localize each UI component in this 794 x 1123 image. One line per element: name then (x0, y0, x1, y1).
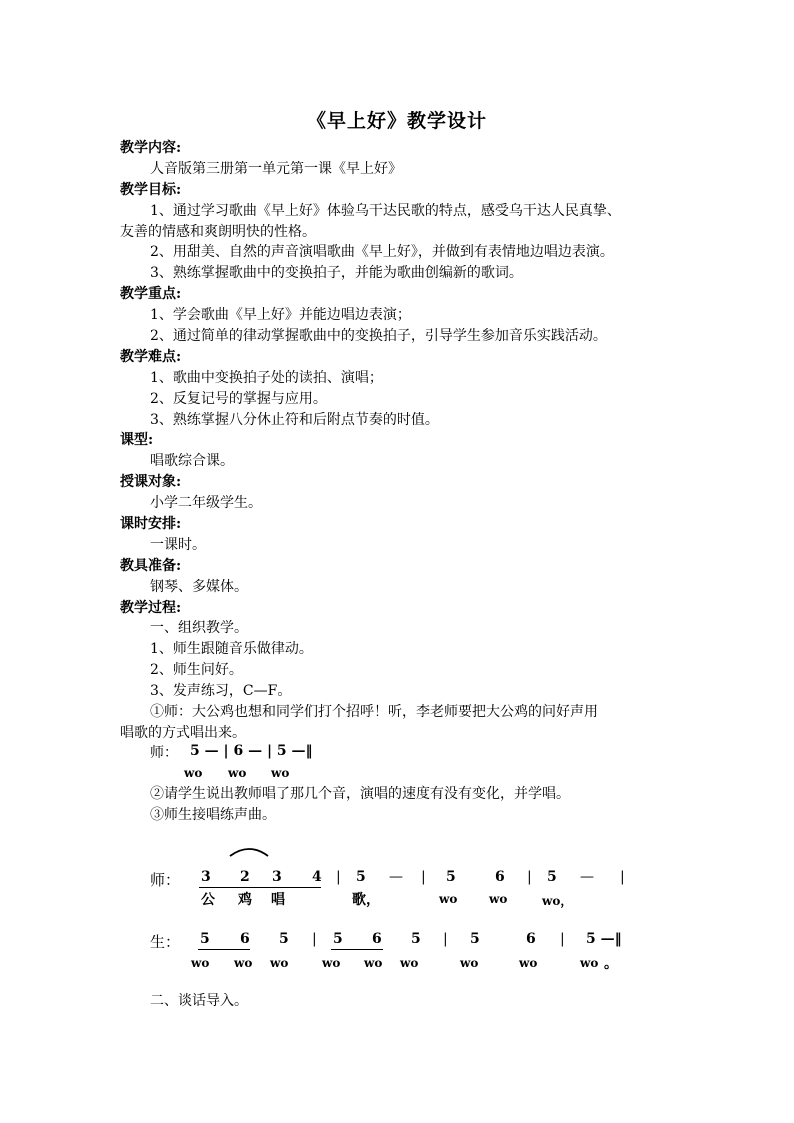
process-5-line-2: 唱歌的方式唱出来。 (120, 724, 246, 741)
content-text: 人音版第三册第一单元第一课《早上好》 (150, 160, 402, 177)
t2-note-8: 5 (547, 869, 557, 885)
process-4: 3、发声练习，C—F。 (150, 683, 292, 700)
difficulty-3: 3、熟练掌握八分休止符和后附点节奏的时值。 (150, 411, 439, 428)
t2-dash-1: — (389, 869, 403, 885)
goal-1-line-1: 1、通过学习歌曲《早上好》体验乌干达民歌的特点，感受乌干达人民真挚、 (150, 202, 621, 219)
section-heading-process: 教学过程: (120, 599, 182, 616)
t2-note-1: 3 (201, 869, 211, 885)
s-bar-2: | (443, 931, 448, 947)
process-8: 二、谈话导入。 (150, 993, 248, 1009)
t2-note-3: 3 (272, 869, 282, 885)
teacher-label-1: 师： (150, 745, 178, 761)
process-3: 2、师生问好。 (150, 662, 243, 679)
document-body (120, 138, 690, 744)
teacher-lyric-1b: wo (228, 766, 247, 780)
section-heading-target: 授课对象: (120, 474, 182, 491)
s-bar-1: | (312, 931, 317, 947)
type-text: 唱歌综合课。 (150, 453, 234, 470)
teacher-lyric-1a: wo (184, 766, 203, 780)
t2-underline (199, 887, 321, 888)
student-label: 生： (150, 933, 181, 951)
s-note-end: 5 —‖ (586, 931, 622, 947)
t2-lyric-7: wo， (542, 894, 573, 908)
s-note-5: 6 (372, 931, 382, 947)
teacher-label-2: 师： (150, 871, 181, 889)
teacher-lyric-1c: wo (271, 766, 290, 780)
t2-note-4: 4 (312, 869, 322, 885)
s-note-8: 6 (526, 931, 536, 947)
s-note-6: 5 (411, 931, 421, 947)
t2-bar-1: | (336, 869, 341, 885)
s-lyric-2: wo (234, 956, 253, 970)
t2-lyric-6: wo (489, 892, 508, 906)
s-lyric-9: wo (580, 956, 599, 970)
slur-mark (228, 844, 270, 858)
t2-note-2: 2 (240, 869, 250, 885)
process-6: ②请学生说出教师唱了那几个音，演唱的速度有没有变化，并学唱。 (150, 786, 570, 802)
s-note-7: 5 (470, 931, 480, 947)
t2-dash-2: — (580, 869, 594, 885)
s-underline-1 (198, 949, 250, 950)
tools-text: 钢琴、多媒体。 (150, 578, 248, 595)
difficulty-1: 1、歌曲中变换拍子处的读拍、演唱； (150, 369, 383, 386)
s-note-2: 6 (240, 931, 250, 947)
s-note-4: 5 (333, 931, 343, 947)
key-1: 1、学会歌曲《早上好》并能边唱边表演； (150, 307, 411, 324)
s-note-1: 5 (200, 931, 210, 947)
section-heading-time: 课时安排: (120, 516, 182, 533)
teacher-notes-1: 5 — | 6 — | 5 —‖ (190, 743, 313, 759)
s-bar-3: | (560, 931, 565, 947)
section-heading-content: 教学内容: (120, 140, 182, 156)
difficulty-2: 2、反复记号的掌握与应用。 (150, 390, 327, 407)
section-heading-tools: 教具准备: (120, 557, 182, 574)
goal-1-line-2: 友善的情感和爽朗明快的性格。 (120, 223, 316, 240)
t2-note-5: 5 (356, 869, 366, 885)
time-text: 一课时。 (150, 536, 206, 553)
process-1: 一、组织教学。 (150, 620, 248, 637)
target-text: 小学二年级学生。 (150, 495, 262, 512)
key-2: 2、通过简单的律动掌握歌曲中的变换拍子，引导学生参加音乐实践活动。 (150, 328, 607, 345)
t2-lyric-3: 唱 (271, 892, 285, 908)
process-5-line-1: ①师：大公鸡也想和同学们打个招呼！听，李老师要把大公鸡的问好声用 (150, 704, 598, 721)
process-2: 1、师生跟随音乐做律动。 (150, 641, 313, 658)
section-heading-key: 教学重点: (120, 286, 182, 303)
s-underline-2 (331, 949, 383, 950)
section-heading-goals: 教学目标: (120, 181, 182, 198)
s-lyric-7: wo (460, 956, 479, 970)
t2-bar-3: | (527, 869, 532, 885)
s-lyric-5: wo (364, 956, 383, 970)
s-lyric-1: wo (191, 956, 210, 970)
goal-3: 3、熟练掌握歌曲中的变换拍子，并能为歌曲创编新的歌词。 (150, 265, 523, 282)
process-7: ③师生接唱练声曲。 (150, 807, 276, 823)
t2-lyric-1: 公 (201, 892, 215, 908)
t2-lyric-5: wo (439, 892, 458, 906)
goal-2: 2、用甜美、自然的声音演唱歌曲《早上好》，并做到有表情地边唱边表演。 (150, 244, 614, 261)
t2-bar-4: | (620, 869, 625, 885)
page-title: 《早上好》教学设计 (306, 110, 487, 132)
s-lyric-3: wo (270, 956, 289, 970)
t2-lyric-2: 鸡 (238, 892, 252, 908)
t2-lyric-4: 歌， (352, 892, 380, 908)
t2-note-6: 5 (446, 869, 456, 885)
s-lyric-6: wo (400, 956, 419, 970)
section-heading-difficulty: 教学难点: (120, 348, 182, 365)
section-heading-type: 课型: (120, 432, 154, 449)
t2-bar-2: | (421, 869, 426, 885)
s-note-3: 5 (279, 931, 289, 947)
s-lyric-8: wo (519, 956, 538, 970)
t2-note-7: 6 (495, 869, 505, 885)
s-lyric-period: 。 (604, 956, 618, 972)
s-lyric-4: wo (322, 956, 341, 970)
